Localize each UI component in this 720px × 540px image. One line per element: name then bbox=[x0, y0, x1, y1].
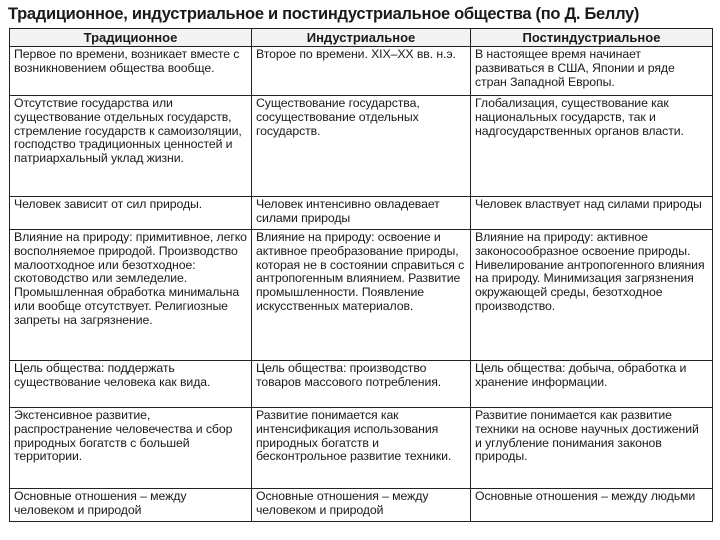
table-cell: Второе по времени. XIX–XX вв. н.э. bbox=[252, 47, 471, 96]
table-cell: Основные отношения – между человеком и природой bbox=[252, 489, 471, 522]
table-row bbox=[10, 489, 713, 522]
header-postindustrial: Постиндустриальное bbox=[471, 29, 713, 47]
table-row bbox=[10, 96, 713, 197]
table-cell: Человек зависит от сил природы. bbox=[10, 197, 252, 230]
table-row bbox=[10, 47, 713, 96]
table-cell: Развитие понимается как развитие техники на основе научных достижений и углубление понимания законов природы. bbox=[471, 408, 713, 489]
table-cell: Влияние на природу: освоение и активное преобразование природы, которая не в состоянии справиться с антропогенным влиянием. Развитие промышленности. Появление искусственных материалов. bbox=[252, 230, 471, 361]
table-cell: Основные отношения – между человеком и природой bbox=[10, 489, 252, 522]
table-cell: Человек властвует над силами природы bbox=[471, 197, 713, 230]
header-traditional: Традиционное bbox=[10, 29, 252, 47]
header-row bbox=[10, 29, 713, 47]
table-cell: Влияние на природу: примитивное, легко восполняемое природой. Производство малоотходное или безотходное: скотоводство или земледелие. Промышленная обработка минимальна или вообще отсутствует. Религиозные запреты на загрязнение. bbox=[10, 230, 252, 361]
table-cell: Основные отношения – между людьми bbox=[471, 489, 713, 522]
table-cell: В настоящее время начинает развиваться в США, Японии и ряде стран Западной Европы. bbox=[471, 47, 713, 96]
comparison-table bbox=[9, 28, 713, 522]
page-title: Традиционное, индустриальное и постиндустриальное общества (по Д. Беллу) bbox=[8, 5, 640, 23]
table-cell: Глобализация, существование как национальных государств, так и надгосударственных органов власти. bbox=[471, 96, 713, 197]
table-cell: Первое по времени, возникает вместе с возникновением общества вообще. bbox=[10, 47, 252, 96]
table-row bbox=[10, 361, 713, 408]
table-cell: Влияние на природу: активное законосообразное освоение природы. Нивелирование антропогенного влияния на природу. Минимизация загрязнения окружающей среды, безотходное производство. bbox=[471, 230, 713, 361]
table-cell: Цель общества: производство товаров массового потребления. bbox=[252, 361, 471, 408]
table-cell: Человек интенсивно овладевает силами природы bbox=[252, 197, 471, 230]
table-row bbox=[10, 408, 713, 489]
table-cell: Цель общества: поддержать существование человека как вида. bbox=[10, 361, 252, 408]
table-cell: Отсутствие государства или существование отдельных государств, стремление государств к самоизоляции, господство традиционных ценностей и патриархальный уклад жизни. bbox=[10, 96, 252, 197]
table-cell: Цель общества: добыча, обработка и хранение информации. bbox=[471, 361, 713, 408]
table-cell: Развитие понимается как интенсификация использования природных богатств и бесконтрольное развитие техники. bbox=[252, 408, 471, 489]
table-row bbox=[10, 197, 713, 230]
table-cell: Экстенсивное развитие, распространение человечества и сбор природных богатств с большей территории. bbox=[10, 408, 252, 489]
table-cell: Существование государства, сосуществование отдельных государств. bbox=[252, 96, 471, 197]
header-industrial: Индустриальное bbox=[252, 29, 471, 47]
table-row bbox=[10, 230, 713, 361]
